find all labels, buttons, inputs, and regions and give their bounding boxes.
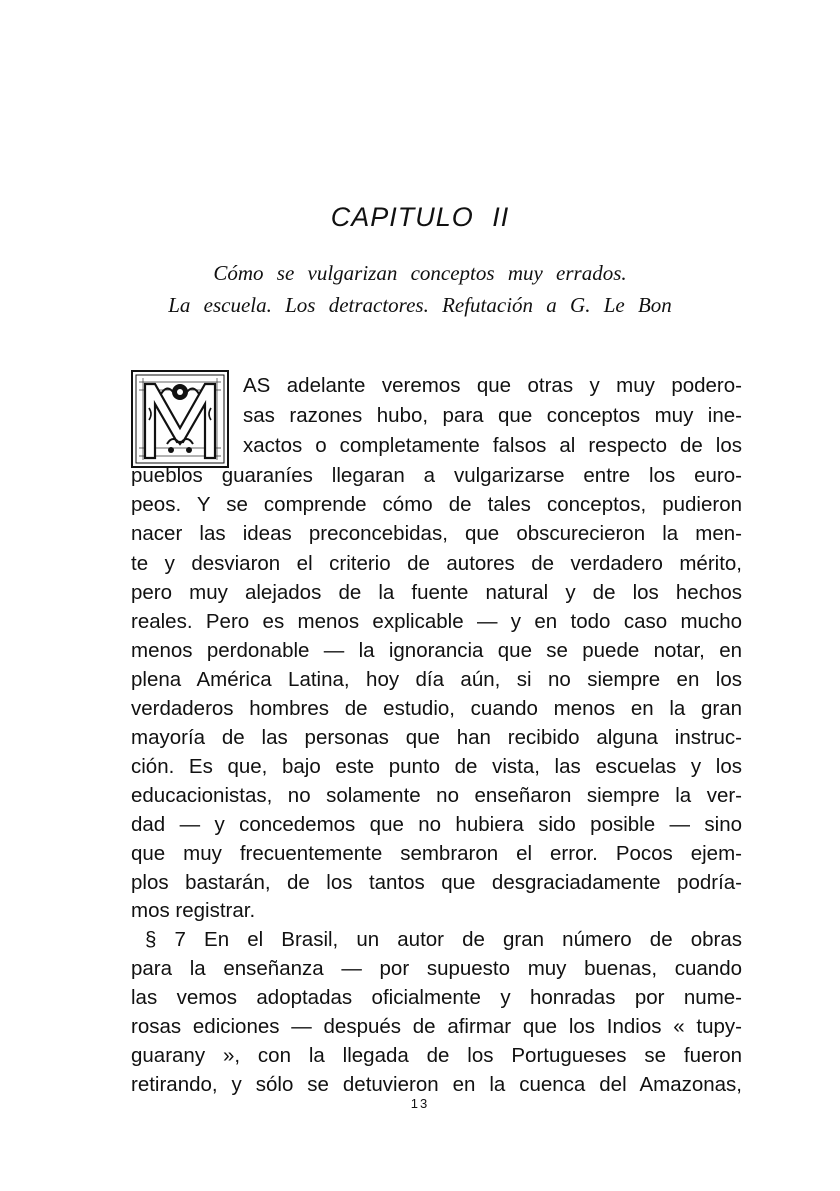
body-line-section-7: § 7 En el Brasil, un autor de gran número de obras bbox=[145, 928, 742, 951]
body-line: que muy frecuentemente sembraron el error. Pocos ejem- bbox=[131, 842, 742, 865]
body-line: mayoría de las personas que han recibido alguna instruc- bbox=[131, 726, 742, 749]
body-line: verdaderos hombres de estudio, cuando menos en la gran bbox=[131, 697, 742, 720]
body-line: plos bastarán, de los tantos que desgraciadamente podría- bbox=[131, 871, 742, 894]
body-line: pueblos guaraníes llegaran a vulgarizarse entre los euro- bbox=[131, 464, 742, 487]
body-line: xactos o completamente falsos al respecto de los bbox=[243, 434, 742, 457]
body-line: plena América Latina, hoy día aún, si no siempre en los bbox=[131, 668, 742, 691]
body-line: nacer las ideas preconcebidas, que obscurecieron la men- bbox=[131, 522, 742, 545]
chapter-subtitle-line-1: Cómo se vulgarizan conceptos muy errados. bbox=[213, 261, 627, 285]
body-line: reales. Pero es menos explicable — y en todo caso mucho bbox=[131, 610, 742, 633]
body-line: para la enseñanza — por supuesto muy buenas, cuando bbox=[131, 957, 742, 980]
body-line: educacionistas, no solamente no enseñaron siempre la ver- bbox=[131, 784, 742, 807]
body-line: pero muy alejados de la fuente natural y de los hechos bbox=[131, 581, 742, 604]
body-line: menos perdonable — la ignorancia que se puede notar, en bbox=[131, 639, 742, 662]
body-line: las vemos adoptadas oficialmente y honradas por nume- bbox=[131, 986, 742, 1009]
body-line: te y desviaron el criterio de autores de verdadero mérito, bbox=[131, 552, 742, 575]
body-line: dad — y concedemos que no hubiera sido posible — sino bbox=[131, 813, 742, 836]
body-line: guarany », con la llegada de los Portugueses se fueron bbox=[131, 1044, 742, 1067]
body-line: AS adelante veremos que otras y muy podero- bbox=[243, 374, 742, 397]
chapter-subtitle-line-2: La escuela. Los detractores. Refutación a G. Le Bon bbox=[168, 293, 672, 317]
body-line: retirando, y sólo se detuvieron en la cuenca del Amazonas, bbox=[131, 1073, 742, 1096]
body-line: sas razones hubo, para que conceptos muy ine- bbox=[243, 404, 742, 427]
body-line: mos registrar. bbox=[131, 899, 256, 922]
body-line: peos. Y se comprende cómo de tales conceptos, pudieron bbox=[131, 493, 742, 516]
body-line: rosas ediciones — después de afirmar que los Indios « tupy- bbox=[131, 1015, 742, 1038]
body-line: ción. Es que, bajo este punto de vista, las escuelas y los bbox=[131, 755, 742, 778]
chapter-title: CAPITULO II bbox=[330, 202, 510, 232]
page-number: 13 bbox=[410, 1096, 430, 1111]
ornamental-initial-icon bbox=[131, 370, 229, 468]
